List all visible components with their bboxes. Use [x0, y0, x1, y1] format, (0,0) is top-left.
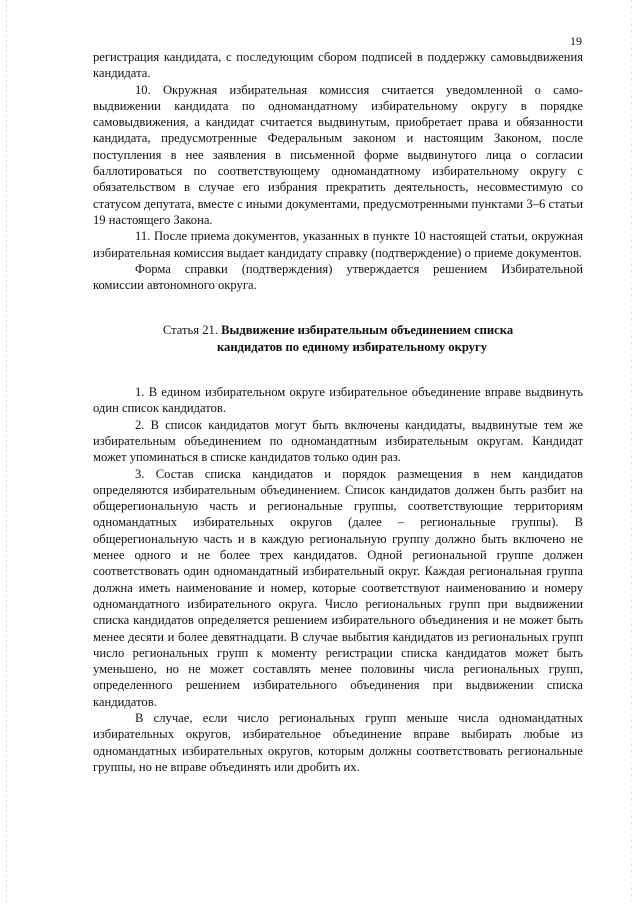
article-heading	[93, 322, 583, 355]
paragraph-item-10: 10. Окружная избирательная комиссия считается уведомленной о самовыдвижении кандидата по одномандатному избирательному округу в порядке самовыдвижения, а кандидат считается выдвинутым, приобретает права и обязанности кандидата, предусмотренные Федеральным законом и настоящим Законом, после поступления в нее заявления в письменной форме выдвинутого лица о согласии баллотироваться по соответствующему одномандатному избирательному округу с обязательством в случае его избрания прекратить деятельность, несовместимую со статусом депутата, вместе с иными документами, предусмотренными пунктами 3–6 статьи 19 настоящего Закона.	[93, 82, 583, 227]
paragraph-article-item-1: 1. В едином избирательном округе избирательное объединение вправе выдвинуть один список кандидатов.	[93, 385, 583, 416]
paragraph-item-11: 11. После приема документов, указанных в пункте 10 настоящей статьи, окружная избирательная комиссия выдает кандидату справку (подтверждение) о приеме документов.	[93, 229, 583, 260]
article-number: Статья 21.	[162, 323, 218, 338]
document-body	[93, 49, 583, 775]
paragraph-article-item-3: 3. Состав списка кандидатов и порядок размещения в нем кандидатов определяются избирательным объединением. Список кандидатов должен быть разбит на общерегиональную часть и региональные группы, соответствующие территориям одномандатных избирательных округов (далее – региональные группы). В общерегиональную часть и в каждую региональную группу должно быть включено не менее одного и не более трех кандидатов. Одной региональной группе должен соответствовать один одномандатный избирательный округ. Каждая региональная группа должна иметь наименование и номер, которые соответствуют наименованию и номеру одномандатного избирательного округа. Число региональных групп при выдвижении списка кандидатов определяется решением избирательного объединения и не может быть менее десяти и более девятнадцати. В случае выбытия кандидатов из региональных групп число региональных групп к моменту регистрации списка кандидатов может быть уменьшено, но не может составлять менее половины числа региональных групп, определенного решением избирательного объединения при выдвижении списка кандидатов.	[93, 466, 583, 709]
scan-edge-left	[6, 0, 7, 905]
paragraph-article-item-2: 2. В список кандидатов могут быть включены кандидаты, выдвинутые тем же избирательным объединением по одномандатным избирательным округам. Кандидат может упоминаться в списке кандидатов только один раз.	[93, 417, 583, 465]
article-title-part2: кандидатов по единому избирательному округу	[216, 339, 487, 354]
paragraph-continuation: регистрация кандидата, с последующим сбором подписей в поддержку самовыдвижения кандидата.	[93, 50, 583, 81]
scan-edge-right	[631, 0, 632, 905]
article-title-part1: Выдвижение избирательным объединением списка	[221, 323, 514, 338]
article-heading-line1	[93, 322, 583, 338]
paragraph-article-item-3-cont: В случае, если число региональных групп меньше числа одномандатных избирательных округов, избирательное объединение вправе выбирать любые из одномандатных избирательных округов, которым должны соответствовать региональные группы, но не вправе объединять или дробить их.	[93, 710, 583, 774]
paragraph-form-note: Форма справки (подтверждения) утверждается решением Избирательной комиссии автономного округа.	[93, 261, 583, 293]
page-number: 19	[570, 34, 582, 48]
